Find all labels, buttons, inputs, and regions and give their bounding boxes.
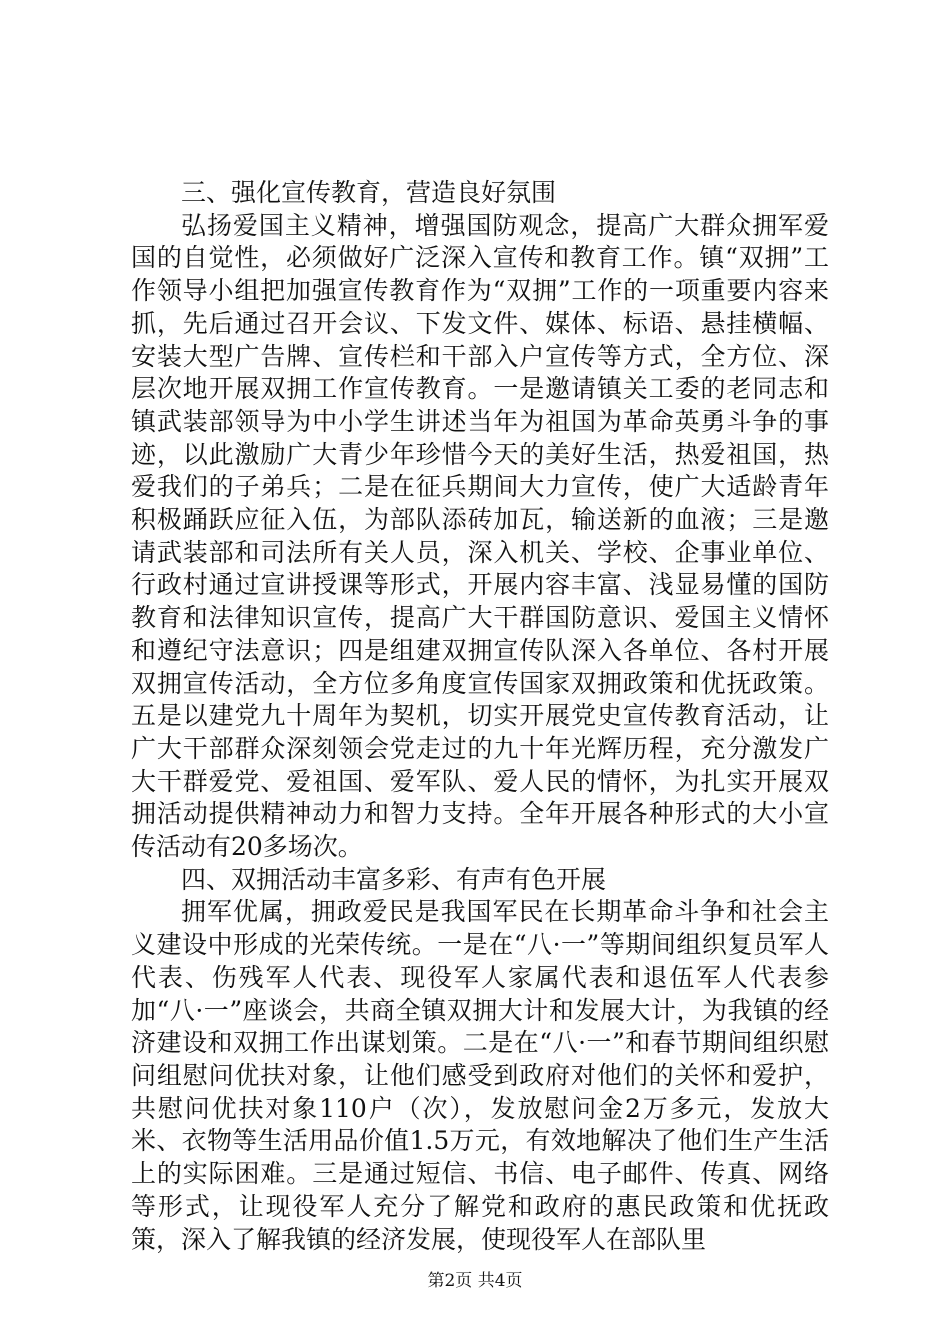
body-paragraph-publicity: 弘扬爱国主义精神，增强国防观念，提高广大群众拥军爱国的自觉性，必须做好广泛深入宣传和教育工作。镇“双拥”工作领导小组把加强宣传教育作为“双拥”工作的一项重要内容来抓，先后通过召开会议、下发文件、媒体、标语、悬挂横幅、安装大型广告牌、宣传栏和干部入户宣传等方式，全方位、深层次地开展双拥工作宣传教育。一是邀请镇关工委的老同志和镇武装部领导为中小学生讲述当年为祖国为革命英勇斗争的事迹，以此激励广大青少年珍惜今天的美好生活，热爱祖国，热爱我们的子弟兵；二是在征兵期间大力宣传，使广大适龄青年积极踊跃应征入伍，为部队添砖加瓦，输送新的血液；三是邀请武装部和司法所有关人员，深入机关、学校、企事业单位、行政村通过宣讲授课等形式，开展内容丰富、浅显易懂的国防教育和法律知识宣传，提高广大干群国防意识、爱国主义情怀和遵纪守法意识；四是组建双拥宣传队深入各单位、各村开展双拥宣传活动，全方位多角度宣传国家双拥政策和优抚政策。五是以建党九十周年为契机，切实开展党史宣传教育活动，让广大干部群众深刻领会党走过的九十年光辉历程，充分激发广大干群爱党、爱祖国、爱军队、爱人民的情怀，为扎实开展双拥活动提供精神动力和智力支持。全年开展各种形式的大小宣传活动有20多场次。 bbox=[131, 210, 829, 862]
page-number: 第2页 bbox=[427, 1271, 473, 1291]
page-footer bbox=[0, 1270, 950, 1292]
section-heading-4: 四、双拥活动丰富多彩、有声有色开展 bbox=[181, 864, 607, 894]
document-body bbox=[131, 177, 829, 1256]
section-heading-3: 三、强化宣传教育，营造良好氛围 bbox=[181, 178, 557, 207]
page-total: 共4页 bbox=[477, 1271, 523, 1291]
body-paragraph-activities: 拥军优属，拥政爱民是我国军民在长期革命斗争和社会主义建设中形成的光荣传统。一是在“八·一”等期间组织复员军人代表、伤残军人代表、现役军人家属代表和退伍军人代表参加“八·一”座谈会，共商全镇双拥大计和发展大计，为我镇的经济建设和双拥工作出谋划策。二是在“八·一”和春节期间组织慰问组慰问优扶对象，让他们感受到政府对他们的关怀和爱护，共慰问优扶对象110户（次），发放慰问金2万多元，发放大米、衣物等生活用品价值1.5万元，有效地解决了他们生产生活上的实际困难。三是通过短信、书信、电子邮件、传真、网络等形式，让现役军人充分了解党和政府的惠民政策和优抚政策，深入了解我镇的经济发展，使现役军人在部队里 bbox=[131, 897, 829, 1254]
